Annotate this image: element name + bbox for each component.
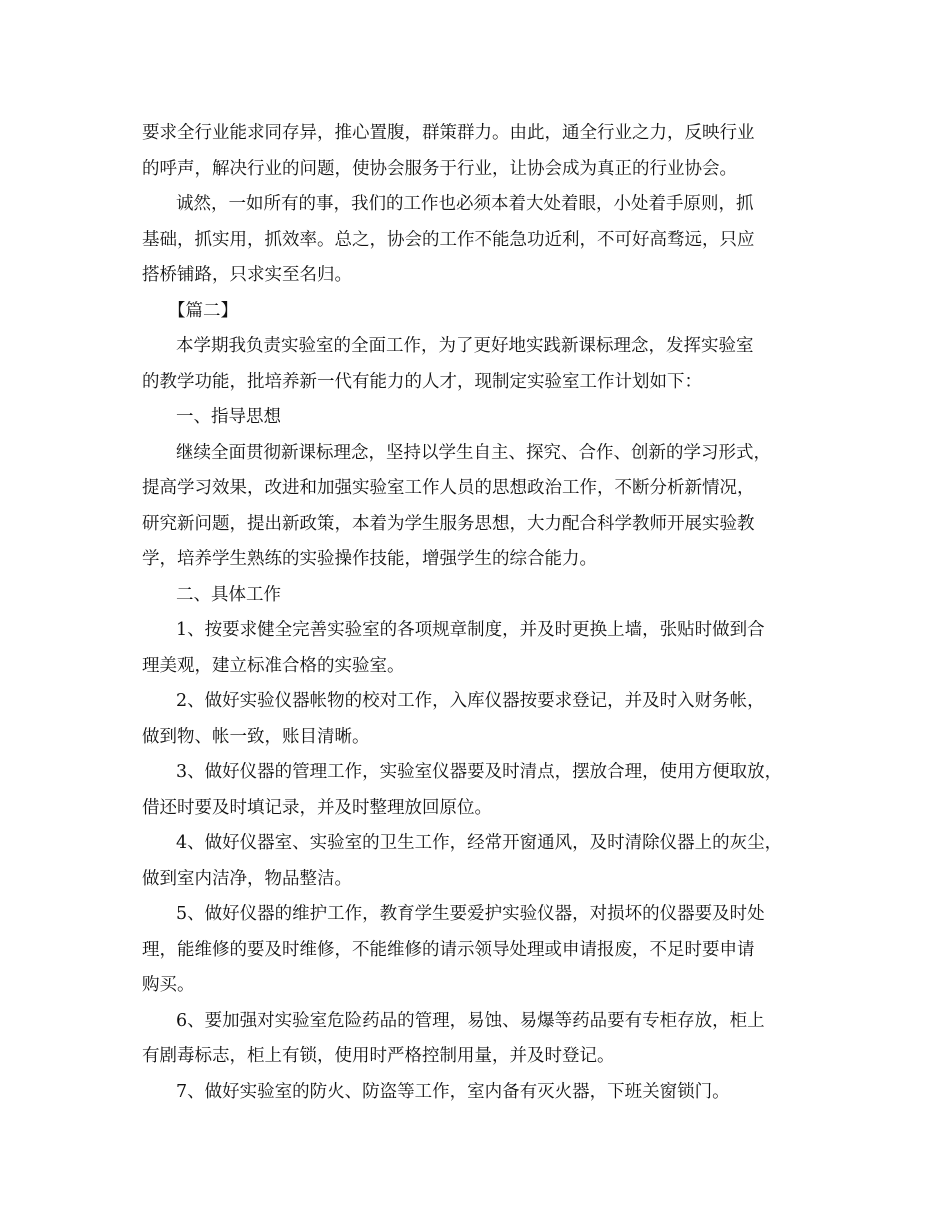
paragraph-line: 本学期我负责实验室的全面工作，为了更好地实践新课标理念，发挥实验室 — [176, 336, 754, 356]
paragraph-line: 要求全行业能求同存异，推心置腹，群策群力。由此，通全行业之力，反映行业 — [142, 123, 755, 143]
subsection-heading: 二、具体工作 — [176, 584, 281, 605]
list-item-line: 购买。 — [142, 975, 195, 995]
paragraph-line: 提高学习效果，改进和加强实验室工作人员的思想政治工作，不断分析新情况， — [142, 478, 755, 498]
paragraph-line: 搭桥铺路，只求实至名归。 — [142, 265, 352, 285]
list-item-line: 4、做好仪器室、实验室的卫生工作，经常开窗通风，及时清除仪器上的灰尘， — [176, 833, 783, 853]
paragraph-line: 诚然，一如所有的事，我们的工作也必须本着大处着眼，小处着手原则，抓 — [176, 194, 754, 214]
list-item-line: 6、要加强对实验室危险药品的管理，易蚀、易爆等药品要有专柜存放，柜上 — [176, 1010, 765, 1031]
paragraph-line: 基础，抓实用，抓效率。总之，协会的工作不能急功近利，不可好高骛远，只应 — [142, 229, 755, 250]
list-item-line: 做到物、帐一致，账目清晰。 — [142, 726, 370, 747]
list-item-line: 3、做好仪器的管理工作，实验室仪器要及时清点，摆放合理，使用方便取放， — [176, 762, 783, 782]
paragraph-line: 的呼声，解决行业的问题，使协会服务于行业，让协会成为真正的行业协会。 — [142, 158, 737, 179]
paragraph-line: 研究新问题，提出新政策，本着为学生服务思想，大力配合科学教师开展实验教 — [142, 513, 755, 534]
paragraph-line: 学，培养学生熟练的实验操作技能，增强学生的综合能力。 — [142, 549, 597, 569]
list-item-line: 理，能维修的要及时维修，不能维修的请示领导处理或申请报废，不足时要申请 — [142, 939, 755, 960]
list-item-line: 1、按要求健全完善实验室的各项规章制度，并及时更换上墙，张贴时做到合 — [176, 620, 765, 640]
list-item-line: 2、做好实验仪器帐物的校对工作，入库仪器按要求登记，并及时入财务帐， — [176, 691, 765, 711]
section-heading: 【篇二】 — [168, 300, 238, 321]
list-item-line: 理美观，建立标准合格的实验室。 — [142, 655, 405, 676]
paragraph-line: 的教学功能，批培养新一代有能力的人才，现制定实验室工作计划如下： — [142, 371, 702, 392]
list-item-line: 7、做好实验室的防火、防盗等工作，室内备有灭火器，下班关窗锁门。 — [176, 1081, 730, 1102]
list-item-line: 有剧毒标志，柜上有锁，使用时严格控制用量，并及时登记。 — [142, 1046, 615, 1066]
list-item-line: 借还时要及时填记录，并及时整理放回原位。 — [142, 797, 492, 818]
list-item-line: 5、做好仪器的维护工作，教育学生要爱护实验仪器，对损坏的仪器要及时处 — [176, 904, 765, 924]
document-body — [142, 116, 822, 1110]
subsection-heading: 一、指导思想 — [176, 407, 281, 427]
list-item-line: 做到室内洁净，物品整洁。 — [142, 868, 352, 889]
paragraph-line: 继续全面贯彻新课标理念，坚持以学生自主、探究、合作、创新的学习形式， — [176, 442, 771, 463]
